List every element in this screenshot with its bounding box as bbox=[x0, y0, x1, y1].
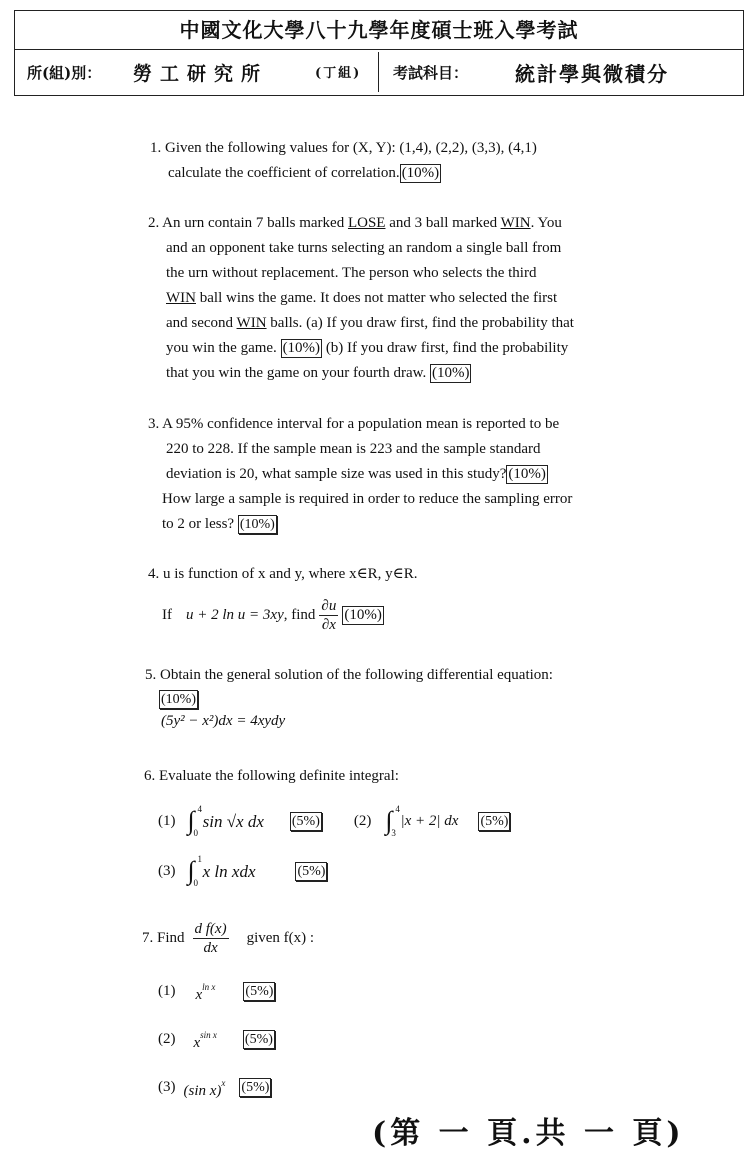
points-badge: (5%) bbox=[291, 813, 320, 829]
exponent: sin x bbox=[200, 1029, 217, 1040]
q4-if: If bbox=[162, 606, 172, 623]
q2-line-3: the urn without replacement. The person who selects the third bbox=[166, 265, 537, 281]
q6-row-1 bbox=[144, 801, 510, 841]
q5-equation: (5y² − x²)dx = 4xydy bbox=[161, 713, 286, 729]
q2-line-7 bbox=[148, 361, 574, 386]
q3-line-4: How large a sample is required in order to reduce the sampling error bbox=[162, 491, 573, 507]
q4-find: , find bbox=[283, 606, 316, 623]
question-6 bbox=[144, 764, 510, 891]
q2-text: . You bbox=[530, 215, 562, 231]
q2-lose-word: LOSE bbox=[347, 215, 386, 231]
part-label: (3) bbox=[158, 1078, 176, 1095]
exponent: ln x bbox=[202, 981, 216, 992]
q6-row-2 bbox=[144, 851, 510, 891]
q3-line-2: 220 to 228. If the sample mean is 223 and the sample standard bbox=[166, 441, 541, 457]
q4-line-1: 4. u is function of x and y, where x∈R, y∈R. bbox=[148, 566, 418, 582]
points-badge: (10%) bbox=[401, 165, 440, 181]
q2-line-4 bbox=[148, 286, 574, 311]
header-info-row bbox=[15, 50, 743, 96]
q2-text: and second bbox=[166, 315, 237, 331]
q7-expression-3 bbox=[184, 1071, 226, 1104]
points-badge: (10%) bbox=[282, 340, 321, 356]
q2-line-6 bbox=[148, 336, 574, 361]
question-5 bbox=[145, 663, 553, 732]
points-badge: (10%) bbox=[431, 365, 470, 381]
question-2 bbox=[148, 211, 574, 386]
q2-win-word: WIN bbox=[236, 315, 267, 331]
question-7 bbox=[142, 914, 314, 1102]
integral-icon: ∫ 4 3 bbox=[385, 804, 400, 838]
q7-expression-2 bbox=[194, 1023, 217, 1056]
points-badge: (10%) bbox=[239, 517, 275, 532]
points-badge: (10%) bbox=[508, 466, 546, 482]
points-badge: (5%) bbox=[297, 863, 326, 879]
base: x bbox=[195, 986, 203, 1003]
q7-row-2 bbox=[142, 1024, 314, 1054]
q2-text: balls. (a) If you draw first, find the probability that bbox=[266, 315, 574, 331]
exponent: x bbox=[221, 1077, 226, 1088]
derivative-denominator: ∂x bbox=[321, 616, 336, 633]
department-label: 所(組)別： bbox=[27, 64, 102, 82]
question-3 bbox=[148, 412, 572, 537]
exam-title: 中國文化大學八十九學年度碩士班入學考試 bbox=[15, 11, 743, 50]
q7-line-1 bbox=[142, 914, 314, 962]
integrand: x ln xdx bbox=[202, 861, 256, 881]
derivative-denominator: dx bbox=[203, 939, 218, 956]
q7-expression-1 bbox=[196, 975, 216, 1008]
integral-icon: ∫ 4 0 bbox=[187, 804, 202, 838]
q5-line-2 bbox=[145, 688, 553, 710]
points-badge: (5%) bbox=[241, 1079, 270, 1095]
base: (sin x) bbox=[183, 1082, 222, 1099]
exam-header bbox=[14, 10, 744, 96]
q3-text: to 2 or less? bbox=[162, 516, 235, 532]
upper-limit: 1 bbox=[197, 854, 202, 864]
q5-line-1: 5. Obtain the general solution of the following differential equation: bbox=[145, 667, 553, 683]
part-label: (1) bbox=[158, 812, 176, 829]
q2-win-word: WIN bbox=[500, 215, 531, 231]
q3-line-1: 3. A 95% confidence interval for a population mean is reported to be bbox=[148, 416, 560, 432]
part-label: (2) bbox=[158, 1030, 176, 1047]
points-badge: (5%) bbox=[245, 983, 274, 999]
points-badge: (5%) bbox=[244, 1031, 273, 1047]
q2-text: 2. An urn contain 7 balls marked bbox=[148, 215, 348, 231]
derivative-numerator: d f(x) bbox=[194, 920, 227, 937]
subject-value: 統計學與微積分 bbox=[515, 62, 669, 86]
q2-text: (b) If you draw first, find the probability bbox=[322, 340, 569, 356]
department-value: 勞工研究所 bbox=[133, 63, 269, 85]
q7-row-1 bbox=[142, 976, 314, 1006]
part-label: (1) bbox=[158, 982, 176, 999]
q2-text: and 3 ball marked bbox=[385, 215, 501, 231]
integrand: |x + 2| dx bbox=[400, 812, 459, 829]
upper-limit: 4 bbox=[395, 804, 400, 814]
integrand: sin √x dx bbox=[202, 811, 264, 831]
upper-limit: 4 bbox=[197, 804, 202, 814]
points-badge: (5%) bbox=[480, 813, 509, 829]
q7-given: given f(x) : bbox=[246, 929, 315, 946]
points-badge: (10%) bbox=[344, 606, 382, 623]
part-label: (2) bbox=[353, 812, 372, 829]
department-group: (丁組) bbox=[315, 66, 362, 81]
q2-text: you win the game. bbox=[166, 340, 281, 356]
q3-line-3 bbox=[148, 462, 572, 487]
q3-line-5 bbox=[148, 512, 572, 537]
q2-win-word: WIN bbox=[166, 290, 196, 306]
q4-line-2 bbox=[148, 593, 418, 637]
q3-text: deviation is 20, what sample size was used in this study? bbox=[166, 466, 507, 482]
page-number: (第 一 頁.共 一 頁) bbox=[372, 1116, 685, 1151]
q1-line-1: 1. Given the following values for (X, Y): (1,4), (2,2), (3,3), (4,1) bbox=[150, 140, 537, 156]
integral-icon: ∫ 1 0 bbox=[187, 854, 202, 888]
derivative-numerator: ∂u bbox=[321, 597, 337, 614]
q1-line-2 bbox=[150, 161, 537, 186]
lower-limit: 0 bbox=[193, 828, 198, 838]
q4-equation: u + 2 ln u = 3xy bbox=[186, 606, 284, 623]
question-1 bbox=[150, 136, 537, 186]
q2-line-5 bbox=[148, 311, 574, 336]
lower-limit: 0 bbox=[193, 878, 198, 888]
subject-label: 考試科目： bbox=[393, 64, 469, 82]
q7-derivative bbox=[193, 920, 229, 957]
part-label: (3) bbox=[158, 862, 176, 879]
q2-line-1 bbox=[148, 211, 574, 236]
points-badge: (10%) bbox=[161, 692, 196, 707]
q2-text: ball wins the game. It does not matter who selected the first bbox=[196, 290, 558, 306]
base: x bbox=[193, 1034, 201, 1051]
q4-derivative bbox=[319, 597, 338, 634]
header-divider bbox=[378, 52, 379, 92]
question-4 bbox=[148, 562, 418, 637]
q7-find: 7. Find bbox=[142, 929, 185, 946]
lower-limit: 3 bbox=[391, 828, 396, 838]
q7-row-3 bbox=[142, 1072, 314, 1102]
q2-line-2: and an opponent take turns selecting an random a single ball from bbox=[166, 240, 562, 256]
q6-line-1: 6. Evaluate the following definite integral: bbox=[144, 768, 399, 784]
q2-text: that you win the game on your fourth draw. bbox=[166, 365, 427, 381]
q1-text: calculate the coefficient of correlation. bbox=[168, 165, 400, 181]
